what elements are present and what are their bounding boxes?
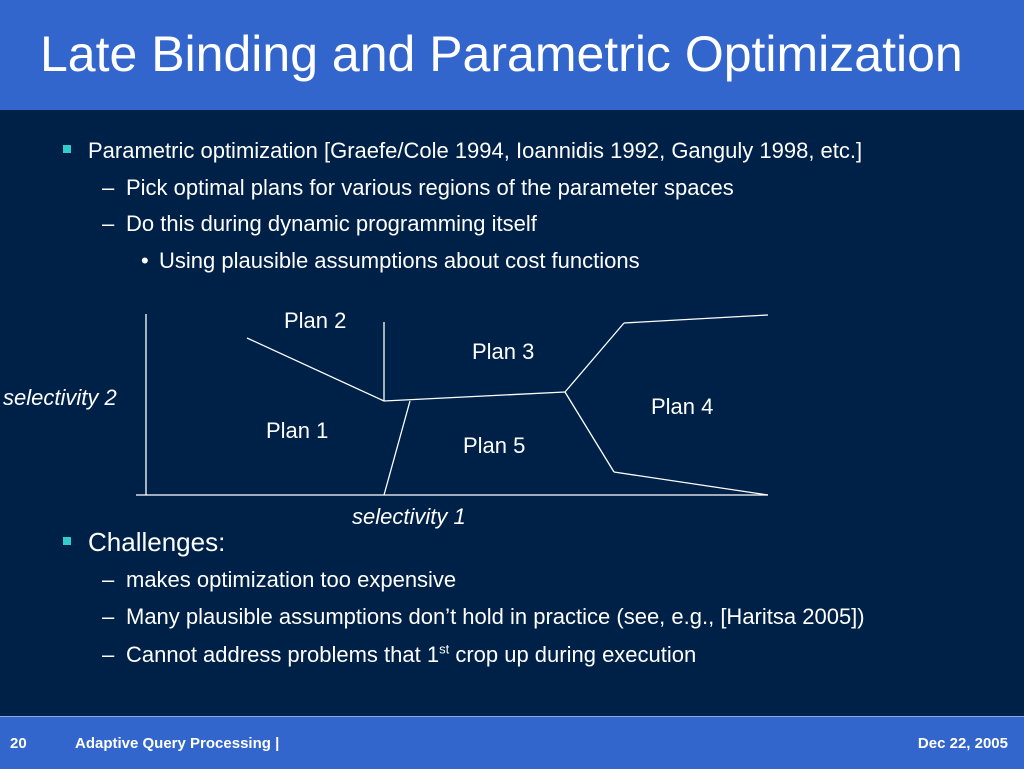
slide-title: Late Binding and Parametric Optimization: [40, 26, 963, 82]
superscript-st: st: [439, 641, 450, 657]
dash-icon: –: [102, 604, 115, 629]
boundary-plan1-plan5: [384, 401, 410, 495]
plan-regions-svg: [0, 290, 1024, 540]
subbullet-too-expensive-text: makes optimization too expensive: [126, 567, 457, 592]
bullet-square-icon: [63, 537, 71, 545]
plan2-label: Plan 2: [284, 308, 347, 333]
dash-icon: –: [102, 642, 115, 667]
subsubbullet-plausible-assumptions: Using plausible assumptions about cost functions: [159, 248, 640, 273]
footer-bar: [0, 716, 1024, 769]
parametric-plan-diagram: [0, 290, 1024, 540]
subbullet-assumptions-text: Many plausible assumptions don’t hold in practice (see, e.g., [Haritsa 2005]): [126, 604, 865, 629]
dash-icon: –: [102, 567, 115, 592]
boundary-plan4-plan5-upper: [614, 472, 768, 495]
cannot-address-post: crop up during execution: [449, 642, 697, 667]
plan5-label: Plan 5: [463, 433, 526, 458]
subbullet-too-expensive: [102, 566, 114, 594]
bullet-parametric: Parametric optimization [Graefe/Cole 1994, Ioannidis 1992, Ganguly 1998, etc.]: [88, 138, 863, 163]
subbullet-cannot-address-text: [126, 641, 696, 669]
subbullet-dynamic-programming-text: Do this during dynamic programming itself: [126, 211, 537, 236]
cannot-address-pre: Cannot address problems that 1: [126, 642, 440, 667]
plan4-label: Plan 4: [651, 394, 714, 419]
boundary-plan3-plan4-lower: [565, 323, 624, 392]
dash-icon: –: [102, 175, 115, 200]
plan3-label: Plan 3: [472, 339, 535, 364]
dot-bullet-icon: •: [141, 248, 149, 273]
subbullet-dynamic-programming: [102, 210, 114, 238]
bullet-square-icon: [63, 145, 71, 153]
bullet-challenges: Challenges:: [88, 527, 226, 557]
presentation-title: Adaptive Query Processing |: [75, 735, 280, 752]
boundary-plan3-plan4-upper: [624, 315, 768, 323]
subbullet-cannot-address: [102, 641, 114, 669]
boundary-plan3-plan5: [384, 392, 565, 401]
subbullet-pick-optimal: [102, 174, 114, 202]
subbullet-pick-optimal-text: Pick optimal plans for various regions of the parameter spaces: [126, 175, 734, 200]
footer-date: Dec 22, 2005: [917, 735, 1008, 752]
y-axis-label: selectivity 2: [3, 385, 117, 410]
page-number: 20: [10, 735, 27, 752]
dash-icon: –: [102, 211, 115, 236]
plan1-label: Plan 1: [266, 418, 329, 443]
x-axis-label: selectivity 1: [352, 504, 466, 529]
boundary-plan1-plan2: [247, 338, 384, 401]
subbullet-assumptions: [102, 603, 114, 631]
boundary-plan4-plan5-lower: [565, 392, 614, 472]
title-bar: [0, 0, 1024, 110]
